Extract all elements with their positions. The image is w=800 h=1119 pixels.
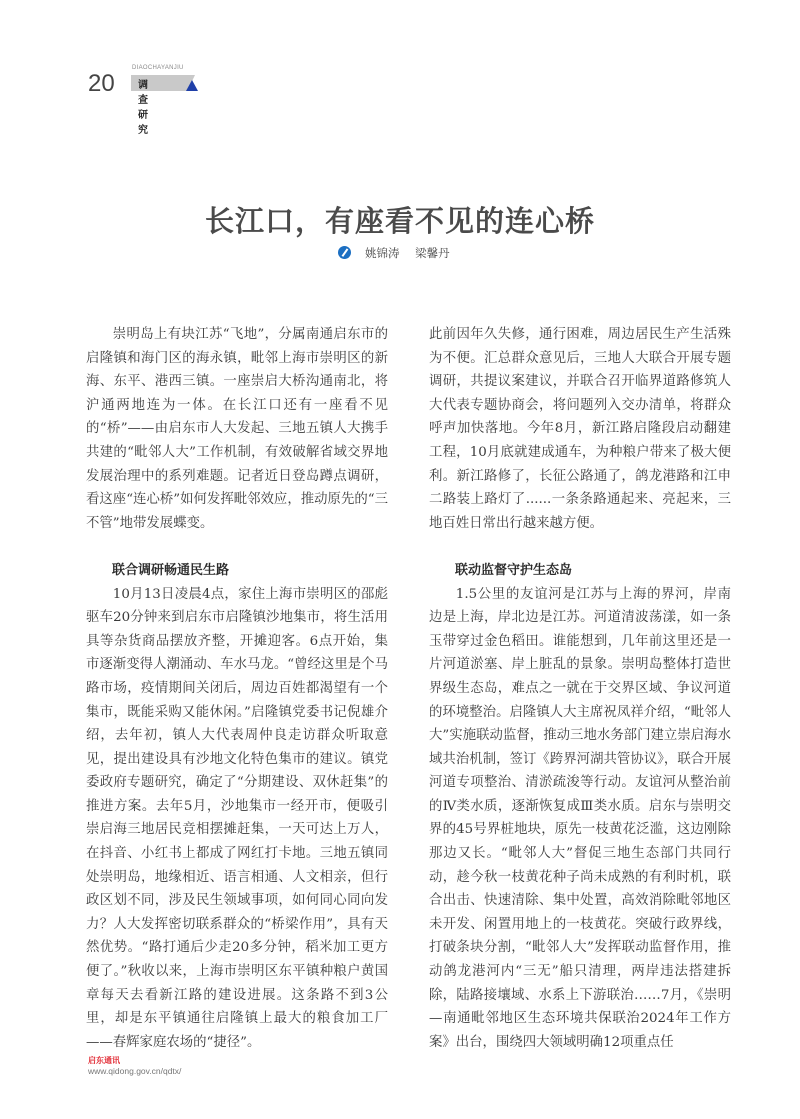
byline: [0, 245, 800, 261]
body-paragraph: 10月13日凌晨4点，家住上海市崇明区的邵彪驱车20分钟来到启东市启隆镇沙地集市，将生活用具等杂货商品摆放齐整，开摊迎客。6点开始，集市逐渐变得人潮涌动、车水马龙。“曾经这里是个马路市场，疫情期间关闭后，周边百姓都渴望有一个集市，既能采购又能休闲。”启隆镇党委书记倪雄介绍，去年初，镇人大代表周仲良走访群众听取意见，提出建设具有沙地文化特色集市的建议。镇党委政府专题研究，确定了“分期建设、双休赶集”的推进方案。去年5月，沙地集市一经开市，便吸引崇启海三地居民竞相摆摊赶集，一天可达上万人，在抖音、小红书上都成了网红打卡地。三地五镇同处崇明岛，地缘相近、语言相通、人文相亲，但行政区划不同，涉及民生领域事项，如何同心同向发力？人大发挥密切联系群众的“桥梁作用”，具有天然优势。“路打通后少走20多分钟，稻米加工更方便了。”秋收以来，上海市崇明区东平镇种粮户黄国章每天去看新江路的建设进展。这条路不到3公里，却是东平镇通往启隆镇上最大的粮食加工厂——春辉家庭农场的“捷径”。: [86, 586, 388, 1050]
intro-paragraph: 崇明岛上有块江苏“飞地”，分属南通启东市的启隆镇和海门区的海永镇，毗邻上海市崇明区的新海、东平、港西三镇。一座崇启大桥沟通南北，将沪通两地连为一体。在长江口还有一座看不见的“桥”——由启东市人大发起、三地五镇人大携手共建的“毗邻人大”工作机制，有效破解省域交界地发展治理中的系列难题。记者近日登岛蹲点调研，看这座“连心桥”如何发挥毗邻效应，推动原先的“三不管”地带发展蝶变。: [86, 327, 388, 531]
triangle-icon: [186, 80, 198, 91]
body-paragraph: 1.5公里的友谊河是江苏与上海的界河，岸南边是上海，岸北边是江苏。河道清波荡漾，如一条玉带穿过金色稻田。谁能想到，几年前这里还是一片河道淤塞、岸上脏乱的景象。崇明岛整体打造世界级生态岛，难点之一就在于交界区域、争议河道的环境整治。启隆镇人大主席祝凤祥介绍，“毗邻人大”实施联动监督，推动三地水务部门建立崇启海水域共治机制，签订《跨界河湖共管协议》，联合开展河道专项整治、清淤疏浚等行动。友谊河从整治前的Ⅳ类水质，逐渐恢复成Ⅲ类水质。启东与崇明交界的45号界桩地块，原先一枝黄花泛滥，这边刚除那边又长。“毗邻人大”督促三地生态部门共同行动，趁今秋一枝黄花种子尚未成熟的有利时机，联合出击、快速清除、集中处置，高效消除毗邻地区未开发、闲置用地上的一枝黄花。突破行政界线，打破条块分割，“毗邻人大”发挥联动监督作用，推动鸽龙港河内“三无”船只清理，两岸违法搭建拆除，陆路接壤域、水系上下游联治……7月，《崇明—南通毗邻地区生态环境共保联治2024年工作方案》出台，围绕四大领域明确12项重点任: [429, 586, 731, 1050]
subheading: 联动监督守护生态岛: [455, 562, 573, 578]
page-number: 20: [88, 70, 115, 97]
right-column: [429, 323, 731, 1054]
author-name: 姚锦涛: [365, 246, 400, 260]
footer-url[interactable]: www.qidong.gov.cn/qdtx/: [88, 1066, 182, 1076]
continuation-paragraph: 此前因年久失修，通行困难，周边居民生产生活殊为不便。汇总群众意见后，三地人大联合开展专题调研，共提议案建议，并联合召开临界道路修筑人大代表专题协商会，将问题列入交办清单，将群众呼声加快落地。今年8月，新江路启隆段启动翻建工程，10月底就建成通车，为种粮户带来了极大便利。新江路修了，长征公路通了，鸽龙港路和江申二路装上路灯了......一条条路通起来、亮起来，三地百姓日常出行越来越方便。: [429, 327, 731, 531]
subheading: 联合调研畅通民生路: [112, 562, 230, 578]
section-pinyin: DIAOCHAYANJIU: [132, 65, 184, 71]
pen-icon: [338, 246, 351, 259]
article-title: 长江口，有座看不见的连心桥: [204, 204, 595, 239]
paragraph-spacer: [86, 535, 388, 559]
section-label: 调查研究: [138, 80, 150, 136]
author-name: 梁馨丹: [415, 246, 450, 260]
footer-brand: 启东通讯: [88, 1056, 120, 1065]
left-column: [86, 323, 388, 1054]
paragraph-spacer: [429, 535, 731, 559]
